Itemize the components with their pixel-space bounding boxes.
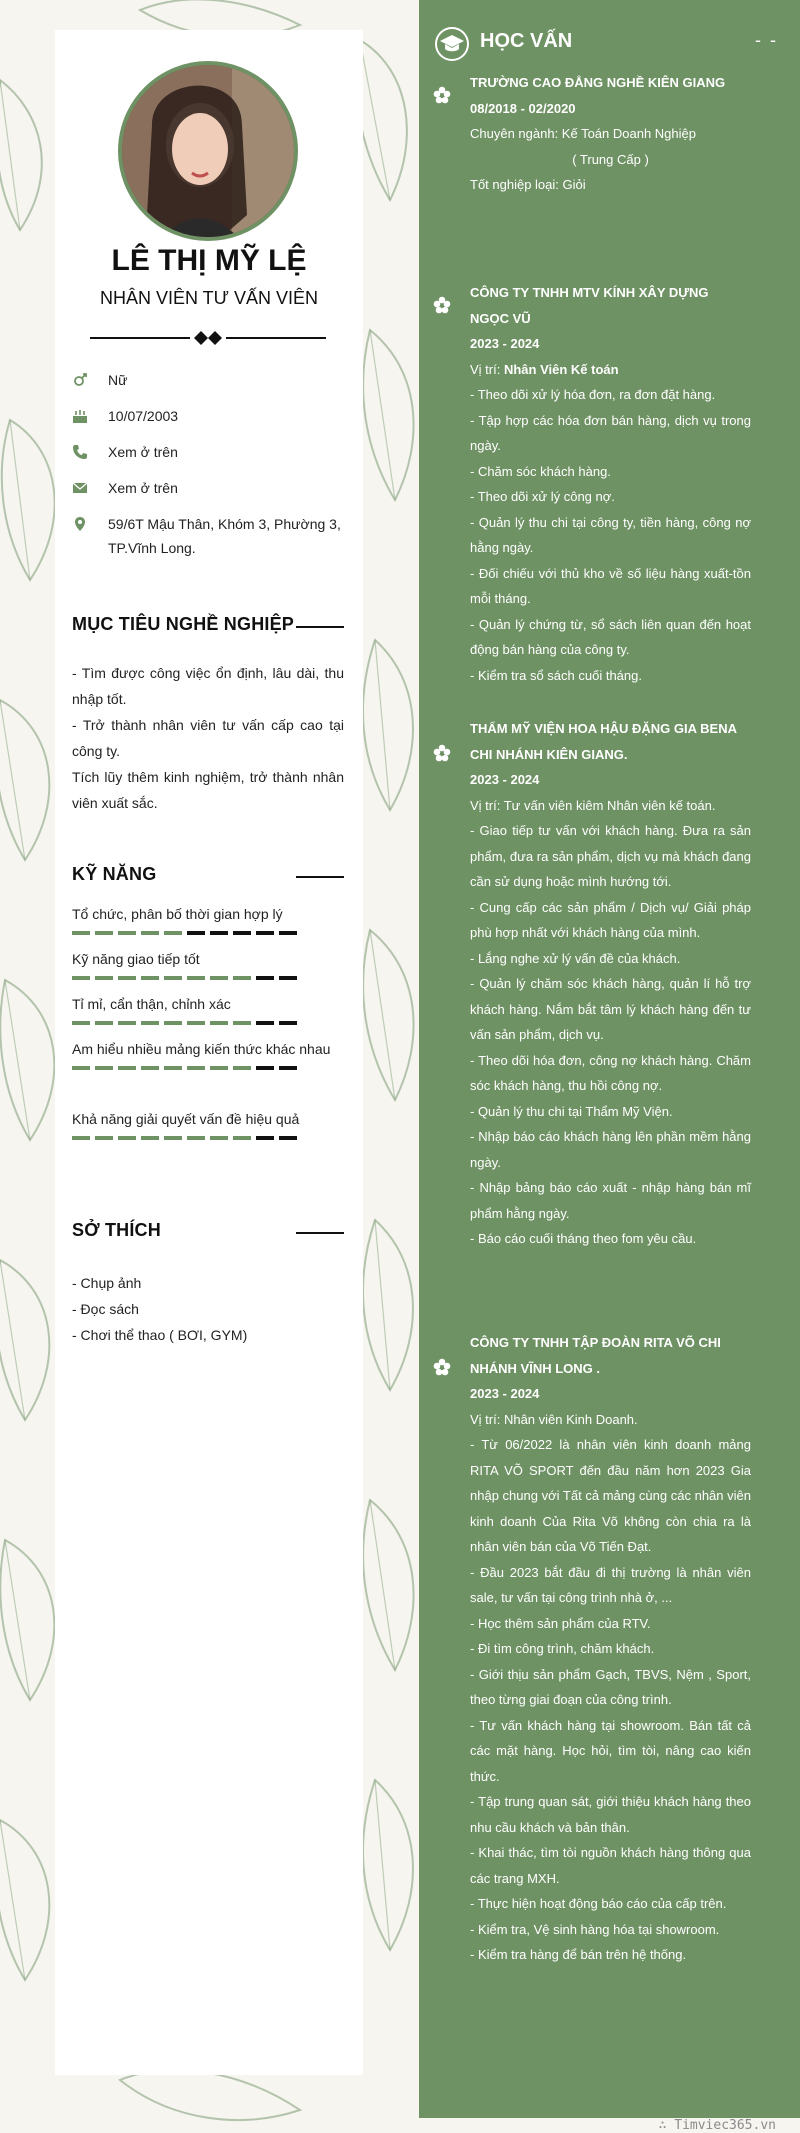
duty-line: - Nhập bảng báo cáo xuất - nhập hàng bán mĩ phẩm hằng ngày.: [470, 1180, 751, 1221]
skill-bar-segment: [210, 1066, 228, 1070]
experience-entry: [470, 716, 751, 1252]
heading-dash: - -: [755, 30, 778, 50]
skill-bar-segment: [141, 1136, 159, 1140]
education-title: HỌC VẤN: [480, 30, 573, 52]
duty-line: - Nhập báo cáo khách hàng lên phần mềm hằng ngày.: [470, 1129, 751, 1170]
skill-bar-segment: [141, 931, 159, 935]
skill-bar-segment: [279, 1021, 297, 1025]
duty-line: - Giao tiếp tư vấn với khách hàng. Đưa ra sản phẩm, đưa ra sản phẩm, dịch vụ mà khách đang cần sử dụng hoặc mình hướng tới.: [470, 823, 751, 889]
skill-bar-segment: [210, 931, 228, 935]
skill-bar-segment: [95, 976, 113, 980]
skill-level-bar: [72, 1066, 344, 1070]
skill-label: Khả năng giải quyết vấn đề hiệu quả: [72, 1111, 300, 1127]
duty-line: - Từ 06/2022 là nhân viên kinh doanh mảng RITA VÕ SPORT đến đầu năm hơn 2023 Gia nhập chung với Tất cả mảng cùng các nhân viên kinh doanh Của Rita Võ không còn chia ra là nhân viên bán của Võ Tiến Đạt.: [470, 1437, 751, 1554]
footer-watermark: ∴ Timviec365.vn: [658, 2118, 776, 2133]
objective-heading: [72, 614, 344, 640]
duty-line: - Theo dõi hóa đơn, công nợ khách hàng. Chăm sóc khách hàng, thu hồi công nợ.: [470, 1052, 751, 1093]
heading-rule: [296, 626, 344, 628]
skill-bar-segment: [233, 1021, 251, 1025]
duty-line: - Đối chiếu với thủ kho về số liệu hàng xuất-tồn mỗi tháng.: [470, 565, 751, 606]
experience-role: [470, 357, 751, 383]
skill-bar-segment: [256, 1066, 274, 1070]
experience-role: Vị trí: Tư vấn viên kiêm Nhân viên kế toán.: [470, 797, 716, 813]
birthday-cake-icon: [72, 408, 88, 424]
hobbies-title: SỞ THÍCH: [72, 1220, 161, 1240]
skill-bar-segment: [95, 1021, 113, 1025]
skill-label: Kỹ năng giao tiếp tốt: [72, 951, 200, 967]
skill-bar-segment: [164, 931, 182, 935]
skill-item: [72, 1037, 344, 1070]
role-name: Nhân Viên Kế toán: [503, 361, 619, 377]
duty-line: - Quản lý thu chi tại Thẩm Mỹ Viện.: [470, 1103, 673, 1119]
skill-bar-segment: [233, 1066, 251, 1070]
skill-item: [72, 1107, 344, 1140]
duty-line: - Đầu 2023 bắt đầu đi thị trường là nhân viên sale, tư vấn tại công trình nhà ở, ...: [470, 1564, 751, 1605]
skill-bar-segment: [141, 1021, 159, 1025]
full-name: LÊ THỊ MỸ LỆ: [111, 244, 307, 277]
duty-line: - Quản lý chăm sóc khách hàng, quản lí hỗ trợ khách hàng. Nắm bắt tâm lý khách hàng đến tư vấn sản phẩm, dịch vụ.: [470, 976, 751, 1042]
skill-item: [72, 902, 344, 935]
skill-bar-segment: [164, 1136, 182, 1140]
duty-line: - Quản lý chứng từ, sổ sách liên quan đến hoạt động bán hàng của công ty.: [470, 616, 751, 657]
skill-bar-segment: [233, 976, 251, 980]
experience-duties: [470, 1432, 751, 1968]
gender-text: Nữ: [108, 372, 128, 388]
info-birthday-row: [72, 404, 344, 428]
flower-bullet-icon: [433, 1358, 451, 1376]
skill-bar-segment: [210, 976, 228, 980]
skill-bar-segment: [72, 1136, 90, 1140]
skill-bar-segment: [95, 931, 113, 935]
skill-bar-segment: [210, 1021, 228, 1025]
duty-line: - Giới thịu sản phẩm Gạch, TBVS, Nệm , Sport, theo từng giai đoạn của công trình.: [470, 1666, 751, 1707]
skill-label: Tổ chức, phân bố thời gian hợp lý: [72, 906, 283, 922]
email-text[interactable]: Xem ở trên: [108, 480, 178, 496]
skill-bar-segment: [72, 976, 90, 980]
skill-item: [72, 992, 344, 1025]
skill-bar-segment: [187, 1066, 205, 1070]
duty-line: - Theo dõi xử lý hóa đơn, ra đơn đặt hàng.: [470, 387, 716, 402]
objective-title: MỤC TIÊU NGHỀ NGHIỆP: [72, 614, 295, 634]
experience-role: Vị trí: Nhân viên Kinh Doanh.: [470, 1411, 638, 1427]
education-date: 08/2018 - 02/2020: [470, 100, 576, 116]
skill-bar-segment: [118, 1136, 136, 1140]
objective-line: Tích lũy thêm kinh nghiệm, trở thành nhân viên xuất sắc.: [72, 769, 344, 811]
skill-bar-segment: [256, 931, 274, 935]
experience-duties: [470, 382, 751, 688]
skill-bar-segment: [118, 1066, 136, 1070]
duty-line: - Kiểm tra sổ sách cuối tháng.: [470, 667, 642, 683]
experience-duties: [470, 818, 751, 1252]
skill-bar-segment: [279, 1066, 297, 1070]
hobby-item: - Đọc sách: [72, 1301, 139, 1317]
role-prefix: Vị trí:: [470, 361, 504, 377]
skill-bar-segment: [118, 976, 136, 980]
flower-bullet-icon: [433, 86, 451, 104]
experience-entry: [470, 1330, 751, 1968]
hobby-item: - Chơi thể thao ( BƠI, GYM): [72, 1327, 248, 1343]
duty-line: - Cung cấp các sản phẩm / Dịch vụ/ Giải pháp phù hợp nhất với khách hàng của mình.: [470, 899, 751, 940]
skill-bar-segment: [141, 1066, 159, 1070]
education-heading: [434, 26, 784, 62]
objective-line: - Tìm được công việc ổn định, lâu dài, thu nhập tốt.: [72, 665, 344, 707]
skill-bar-segment: [72, 931, 90, 935]
skill-bar-segment: [256, 1021, 274, 1025]
skill-bar-segment: [279, 976, 297, 980]
duty-line: - Báo cáo cuối tháng theo fom yêu cầu.: [470, 1231, 697, 1246]
skill-level-bar: [72, 931, 344, 935]
job-title: NHÂN VIÊN TƯ VẤN VIÊN: [99, 288, 319, 308]
skill-bar-segment: [256, 1136, 274, 1140]
duty-line: - Đi tìm công trình, chăm khách.: [470, 1641, 655, 1656]
skill-bar-segment: [187, 1136, 205, 1140]
duty-line: - Học thêm sản phẩm của RTV.: [470, 1615, 651, 1631]
phone-icon: [72, 444, 88, 460]
objective-line: - Trở thành nhân viên tư vấn cấp cao tại công ty.: [72, 717, 344, 759]
heading-rule: [296, 1232, 344, 1234]
skill-bar-segment: [95, 1066, 113, 1070]
duty-line: - Tập trung quan sát, giới thiệu khách hàng theo nhu cầu khách và bản thân.: [470, 1794, 751, 1835]
skills-title: KỸ NĂNG: [72, 864, 157, 884]
duty-line: - Khai thác, tìm tòi nguồn khách hàng thông qua các trang MXH.: [470, 1845, 751, 1886]
skill-bar-segment: [118, 1021, 136, 1025]
duty-line: - Quản lý thu chi tại công ty, tiền hàng, công nợ hằng ngày.: [470, 514, 751, 555]
skill-level-bar: [72, 1021, 344, 1025]
company-name: CÔNG TY TNHH TẬP ĐOÀN RITA VÕ CHI NHÁNH VĨNH LONG .: [470, 1335, 721, 1376]
school-name: TRƯỜNG CAO ĐẲNG NGHỀ KIÊN GIANG: [470, 75, 726, 90]
duty-line: - Chăm sóc khách hàng.: [470, 463, 611, 479]
duty-line: - Theo dõi xử lý công nợ.: [470, 489, 615, 504]
skill-bar-segment: [95, 1136, 113, 1140]
objective-text: [72, 660, 344, 816]
duty-line: - Lắng nghe xử lý vấn đề của khách.: [470, 950, 681, 966]
info-email-row: [72, 476, 344, 500]
info-address-row: [72, 512, 344, 562]
education-grade: Tốt nghiệp loại: Giỏi: [470, 177, 586, 192]
skill-bar-segment: [279, 1136, 297, 1140]
skill-bar-segment: [164, 1021, 182, 1025]
gender-icon: [72, 372, 88, 388]
duty-line: - Tư vấn khách hàng tại showroom. Bán tất cả các mặt hàng. Học hỏi, tìm tòi, nâng cao kiến thức.: [470, 1717, 751, 1784]
skill-bar-segment: [141, 976, 159, 980]
hobby-item: - Chụp ảnh: [72, 1275, 142, 1291]
company-name: CÔNG TY TNHH MTV KÍNH XÂY DỰNG NGỌC VŨ: [470, 285, 709, 326]
skill-bar-segment: [210, 1136, 228, 1140]
skills-heading: [72, 864, 344, 890]
skill-level-bar: [72, 976, 344, 980]
flower-bullet-icon: [433, 296, 451, 314]
graduation-cap-icon: [434, 26, 470, 62]
skill-bar-segment: [72, 1066, 90, 1070]
heading-rule: [296, 876, 344, 878]
duty-line: - Kiểm tra, Vệ sinh hàng hóa tại showroom.: [470, 1921, 720, 1937]
flower-bullet-icon: [433, 744, 451, 762]
education-major: Chuyên ngành: Kế Toán Doanh Nghiệp: [470, 126, 696, 141]
location-pin-icon: [72, 516, 88, 532]
info-phone-row: [72, 440, 344, 464]
duty-line: - Thực hiện hoạt động báo cáo của cấp trên.: [470, 1896, 727, 1911]
experience-entry: [470, 280, 751, 688]
company-name: THẨM MỸ VIỆN HOA HẬU ĐẶNG GIA BENA CHI NHÁNH KIÊN GIANG.: [470, 721, 737, 762]
experience-date: 2023 - 2024: [470, 1386, 540, 1401]
birthday-text: 10/07/2003: [108, 408, 179, 424]
avatar-photo-placeholder: [122, 65, 294, 237]
skill-level-bar: [72, 1136, 344, 1140]
education-level: ( Trung Cấp ): [572, 151, 649, 167]
envelope-icon: [72, 480, 88, 496]
skill-bar-segment: [256, 976, 274, 980]
hobbies-list: [72, 1270, 344, 1348]
address-text: 59/6T Mậu Thân, Khóm 3, Phường 3, TP.Vĩnh Long.: [108, 516, 341, 556]
skill-bar-segment: [164, 1066, 182, 1070]
skill-bar-segment: [187, 931, 205, 935]
duty-line: - Kiểm tra hàng để bán trên hệ thống.: [470, 1947, 687, 1962]
skill-bar-segment: [187, 976, 205, 980]
skill-bar-segment: [233, 1136, 251, 1140]
experience-date: 2023 - 2024: [470, 772, 540, 787]
education-entry: [470, 70, 751, 198]
ornament-divider: [90, 330, 326, 346]
skill-bar-segment: [187, 1021, 205, 1025]
skill-bar-segment: [164, 976, 182, 980]
skill-label: Am hiểu nhiều mảng kiến thức khác nhau: [72, 1041, 331, 1057]
skill-bar-segment: [118, 931, 136, 935]
hobbies-heading: [72, 1220, 344, 1246]
skill-bar-segment: [72, 1021, 90, 1025]
avatar: [118, 61, 298, 241]
duty-line: - Tập hợp các hóa đơn bán hàng, dịch vụ trong ngày.: [470, 412, 751, 453]
experience-date: 2023 - 2024: [470, 336, 540, 351]
skill-label: Tỉ mỉ, cẩn thận, chỉnh xác: [72, 996, 231, 1012]
info-gender-row: [72, 368, 344, 392]
skill-bar-segment: [233, 931, 251, 935]
skill-item: [72, 947, 344, 980]
phone-text[interactable]: Xem ở trên: [108, 444, 178, 460]
skill-bar-segment: [279, 931, 297, 935]
